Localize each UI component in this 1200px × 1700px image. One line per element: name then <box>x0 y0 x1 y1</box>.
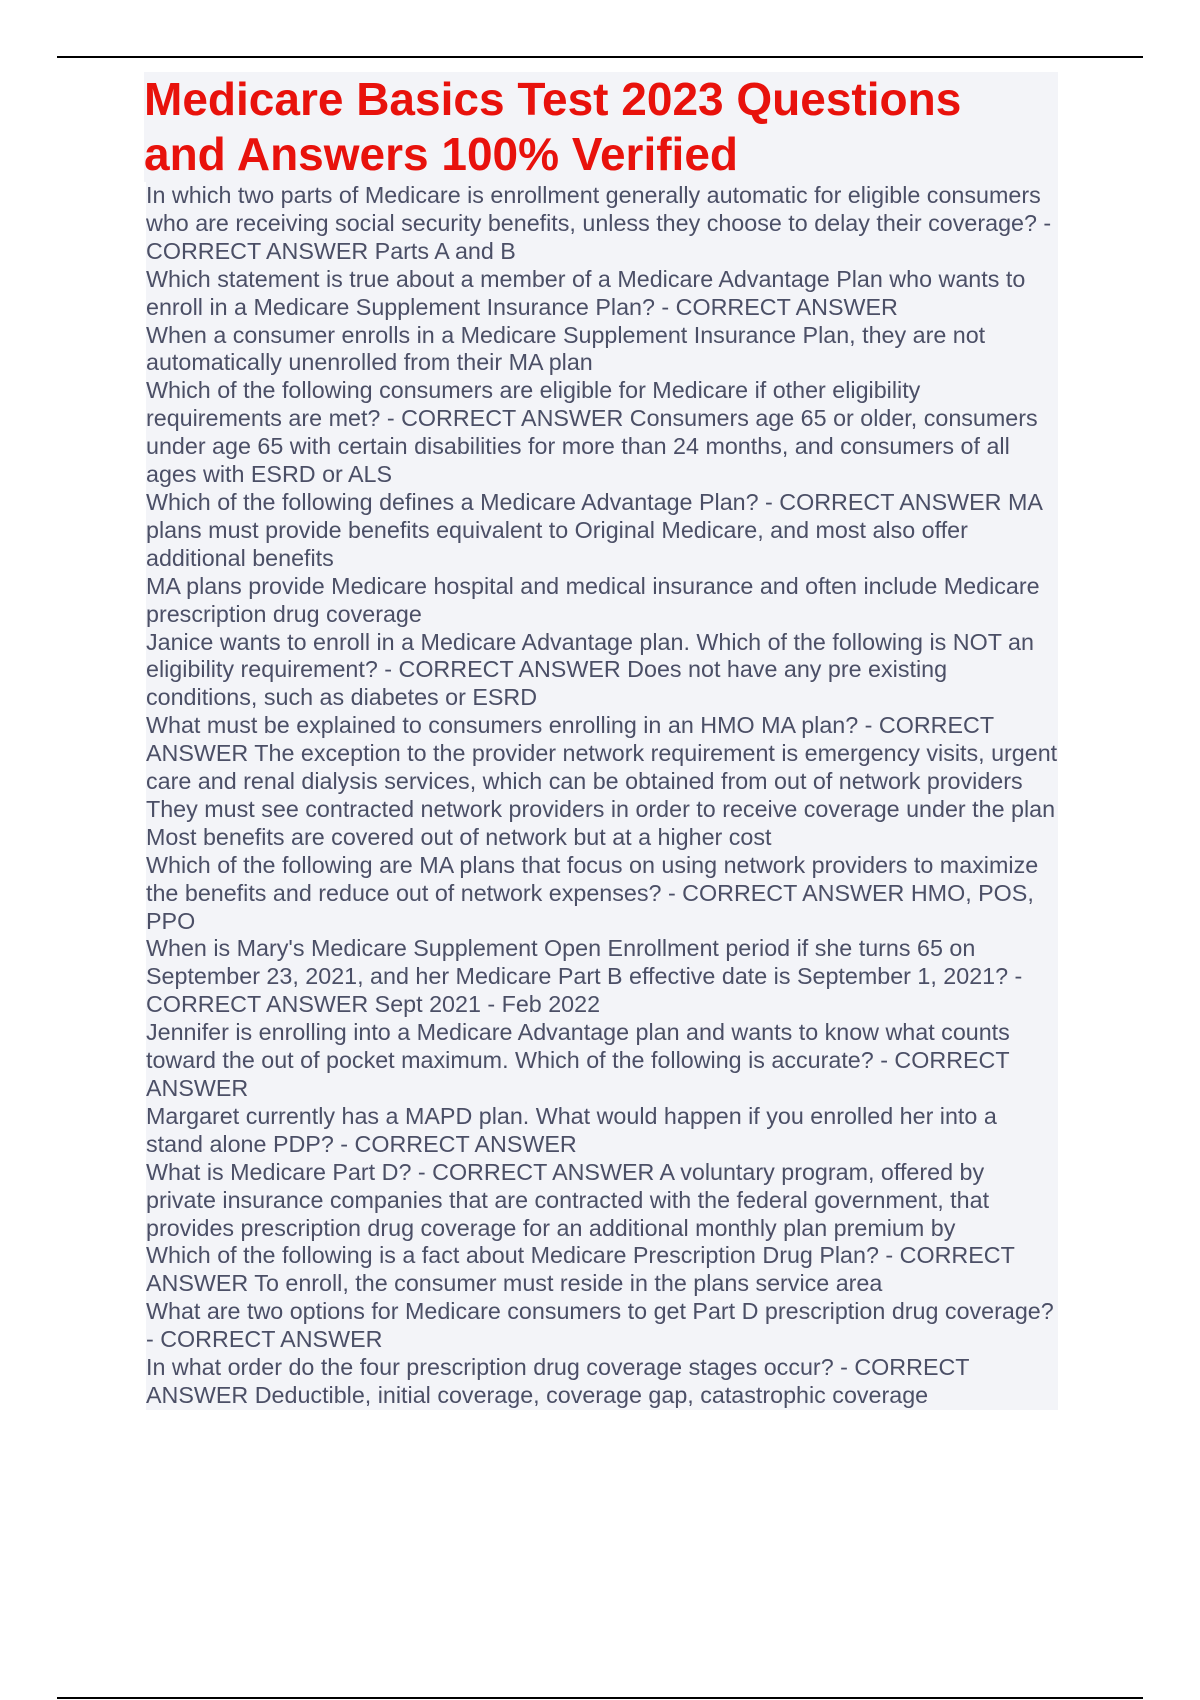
document-content <box>146 72 1058 1410</box>
qa-block: They must see contracted network providers in order to receive coverage under the plan <box>146 795 1056 822</box>
qa-block: Which statement is true about a member of a Medicare Advantage Plan who wants to enroll in a Medicare Supplement Insurance Plan? - CORRECT ANSWER <box>146 265 1026 320</box>
top-rule <box>57 56 1143 58</box>
qa-block: When a consumer enrolls in a Medicare Supplement Insurance Plan, they are not automatically unenrolled from their MA plan <box>146 321 986 376</box>
document-title: Medicare Basics Test 2023 Questions and Answers 100% Verified <box>144 72 1058 182</box>
qa-block: What is Medicare Part D? - CORRECT ANSWER A voluntary program, offered by private insurance companies that are contracted with the federal government, that provides prescription drug coverage for an additional monthly plan premium by <box>146 1158 990 1241</box>
qa-body <box>146 182 1058 1410</box>
qa-block: Which of the following consumers are eligible for Medicare if other eligibility requirements are met? - CORRECT ANSWER Consumers age 65 or older, consumers under age 65 with certain disabilities for more than 24 months, and consumers of all ages with ESRD or ALS <box>146 377 1038 488</box>
qa-block: What must be explained to consumers enrolling in an HMO MA plan? - CORRECT ANSWER The exception to the provider network requirement is emergency visits, urgent care and renal dialysis services, which can be obtained from out of network providers <box>146 712 1058 795</box>
qa-block: What are two options for Medicare consumers to get Part D prescription drug coverage? - CORRECT ANSWER <box>146 1298 1054 1353</box>
bottom-rule <box>57 1697 1143 1699</box>
qa-block: Which of the following is a fact about Medicare Prescription Drug Plan? - CORRECT ANSWER To enroll, the consumer must reside in the plans service area <box>146 1242 1015 1297</box>
qa-block: When is Mary's Medicare Supplement Open Enrollment period if she turns 65 on September 23, 2021, and her Medicare Part B effective date is September 1, 2021? - CORRECT ANSWER Sept 2021 - Feb 2022 <box>146 935 1023 1018</box>
qa-block: In which two parts of Medicare is enrollment generally automatic for eligible consumers who are receiving social security benefits, unless they choose to delay their coverage? - CORRECT ANSWER Parts A and B <box>146 182 1052 264</box>
qa-block: Jennifer is enrolling into a Medicare Advantage plan and wants to know what counts toward the out of pocket maximum. Which of the following is accurate? - CORRECT ANSWER <box>146 1019 1010 1101</box>
qa-block: MA plans provide Medicare hospital and medical insurance and often include Medicare prescription drug coverage <box>146 572 1040 627</box>
qa-block: Margaret currently has a MAPD plan. What would happen if you enrolled her into a stand alone PDP? - CORRECT ANSWER <box>146 1102 997 1157</box>
qa-block: Most benefits are covered out of network but at a higher cost <box>146 823 772 850</box>
qa-block: Which of the following defines a Medicare Advantage Plan? - CORRECT ANSWER MA plans must provide benefits equivalent to Original Medicare, and most also offer additional benefits <box>146 488 1042 571</box>
qa-block: Which of the following are MA plans that focus on using network providers to maximize the benefits and reduce out of network expenses? - CORRECT ANSWER HMO, POS, PPO <box>146 851 1039 934</box>
qa-block: In what order do the four prescription drug coverage stages occur? - CORRECT ANSWER Deductible, initial coverage, coverage gap, catastrophic coverage <box>146 1354 970 1408</box>
qa-block: Janice wants to enroll in a Medicare Advantage plan. Which of the following is NOT an eligibility requirement? - CORRECT ANSWER Does not have any pre existing conditions, such as diabetes or ESRD <box>146 628 1034 711</box>
